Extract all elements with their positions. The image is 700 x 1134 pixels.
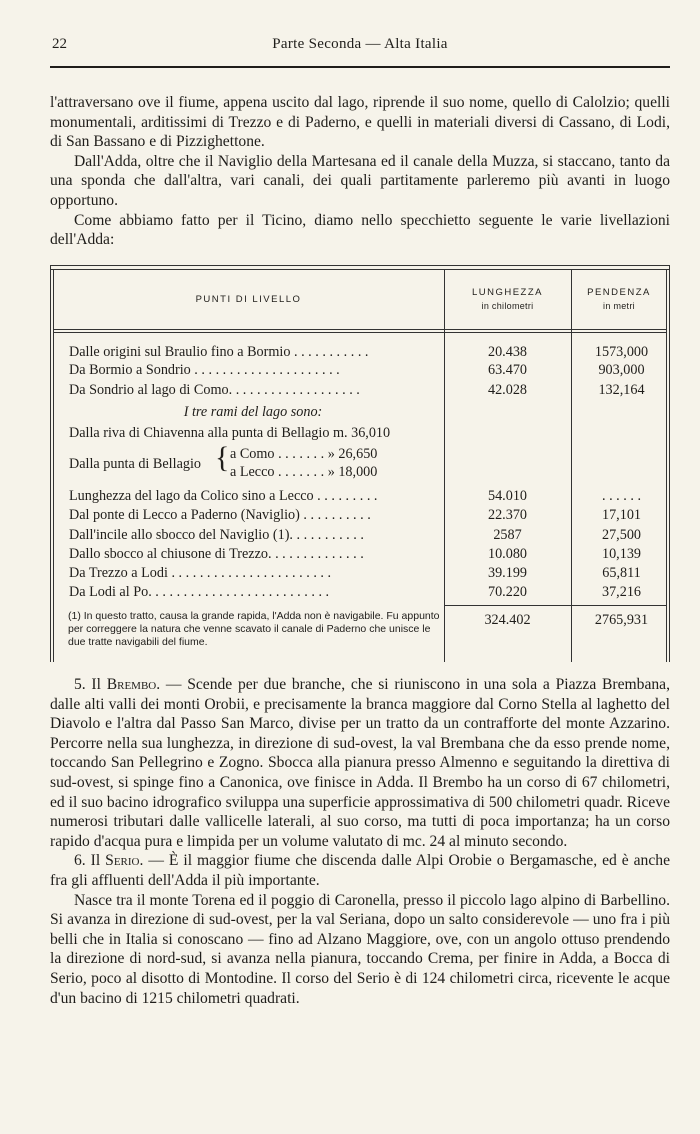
row-label: Lunghezza del lago da Colico sino a Lecco . . . . . . . . . — [69, 488, 378, 504]
row-slope: 1573,000 — [594, 344, 649, 360]
total-row — [50, 612, 670, 632]
chiavenna-row: Dalla riva di Chiavenna alla punta di Bellagio m. 36,010 — [69, 425, 391, 441]
row-length: 70.220 — [487, 584, 527, 600]
bellagio-lecco: a Lecco . . . . . . . » 18,000 — [230, 464, 378, 480]
header-rule — [50, 66, 670, 68]
header-bottom-rule — [53, 329, 667, 330]
row-length: 54.010 — [487, 488, 527, 504]
table-row — [50, 344, 670, 364]
col-header-slope-title: PENDENZA — [587, 287, 651, 298]
serio-name: Serio. — [105, 852, 144, 870]
page-number: 22 — [52, 36, 67, 52]
brembo-paragraph — [50, 675, 670, 851]
header-bottom-rule-2 — [53, 332, 667, 333]
table-row — [50, 584, 670, 604]
serio-number: 6. Il — [74, 852, 106, 870]
table-row — [50, 565, 670, 585]
col-header-length-title: LUNGHEZZA — [471, 287, 544, 298]
table-top-rule-2 — [50, 269, 670, 270]
row-label: Dalle origini sul Braulio fino a Bormio . . . . . . . . . . . — [69, 344, 369, 360]
row-label: Da Trezzo a Lodi . . . . . . . . . . . . . . . . . . . . . . . — [69, 565, 332, 581]
brace-glyph: { — [215, 441, 230, 474]
row-label: Dallo sbocco al chiusone di Trezzo. . . . . . . . . . . . . . — [69, 546, 364, 562]
row-length: 22.370 — [487, 507, 527, 523]
bellagio-como: a Como . . . . . . . » 26,650 — [230, 446, 378, 462]
col-header-length-unit: in chilometri — [481, 301, 534, 311]
row-length: 63.470 — [487, 362, 527, 378]
running-title: Parte Seconda — Alta Italia — [272, 36, 448, 52]
table-top-rule — [50, 265, 670, 266]
row-label: Da Bormio a Sondrio . . . . . . . . . . . . . . . . . . . . . — [69, 362, 340, 378]
row-slope: 17,101 — [601, 507, 641, 523]
table-row — [50, 464, 670, 484]
serio-text: — È il maggior fiume che discenda dalle Alpi Orobie o Bergamasche, ed è anche fra gli affluenti dell'Adda il più importante. — [50, 852, 670, 889]
row-label: Dall'incile allo sbocco del Naviglio (1). . . . . . . . . . . — [69, 527, 364, 543]
row-slope: 65,811 — [602, 565, 641, 581]
brembo-name: Brembo. — [106, 676, 161, 693]
intro-paragraph-1: l'attraversano ove il fiume, appena uscito dal lago, riprende il suo nome, quello di Calolzio; quelli monumentali, arditissimi di Trezzo e di Paderno, e quelli in materiali diversi di Cassano, di Lodi, di San Bassano e di Pizzighettone. — [50, 94, 670, 151]
serio-paragraph-2: Nasce tra il monte Torena ed il poggio di Caronella, presso il piccolo lago alpino di Barbellino. Si avanza in direzione di sud-ovest, per la val Seriana, dopo un salto considerevole — uno fra i più belli che in Italia si conoscano — fino ad Alzano Maggiore, ove, con un angolo ottuso prendendo la direzione di nord-sud, si avanza nella pianura, toccando Crema, per finire in Adda, a Bocca di Serio, poco al disotto di Montodine. Il corso del Serio è di 124 chilometri circa, ricevente le acque d'un bacino di 1215 chilometri quadrati. — [50, 891, 670, 1007]
levels-table — [50, 265, 670, 662]
col-header-points: PUNTI DI LIVELLO — [195, 294, 302, 305]
row-slope: 903,000 — [598, 362, 645, 378]
col-header-length — [444, 287, 571, 311]
total-slope: 2765,931 — [594, 612, 649, 628]
row-label: Dal ponte di Lecco a Paderno (Naviglio) . . . . . . . . . . — [69, 507, 371, 523]
brembo-number: 5. Il — [74, 676, 107, 693]
table-row — [50, 488, 670, 508]
table-row — [50, 527, 670, 547]
table-row — [50, 362, 670, 382]
table-row — [50, 425, 670, 445]
bellagio-label: Dalla punta di Bellagio — [69, 456, 201, 472]
row-slope: 10,139 — [601, 546, 641, 562]
body-text — [50, 675, 670, 1008]
table-row — [50, 546, 670, 566]
row-length: 10.080 — [487, 546, 527, 562]
brembo-text: — Scende per due branche, che si riuniscono in una sola a Piazza Brembana, dalle alti valli dei monti Orobii, e precisamente la branca maggiore dal Corno Stella al laghetto del Diavolo e l'altra dal Passo San Marco, divise per un tratto da un contrafforte del monte Azzarino. Percorre nella sua lunghezza, in direzione di sud-ovest, la val Brembana che da esso prende nome, toccando San Pellegrino e Zogno. Sbocca alla pianura presso Almenno e seguitando la direttiva di sud-ovest, si spinge fino a Canonica, ove finisce in Adda. Il Brembo ha un corso di 67 chilometri, ed il suo bacino idrografico sviluppa una superficie approssimativa di 500 chilometri quadr. Riceve numerosi tributari dalle vallicelle laterali, al suo corso, ma tutti di poca importanza; ha un corso rapido d'acqua pura e limpida per un volume valutato di mc. 24 al minuto secondo. — [50, 676, 670, 850]
table-row — [50, 382, 670, 402]
intro-paragraph-3: Come abbiamo fatto per il Ticino, diamo nello specchietto seguente le varie livellazioni dell'Adda: — [50, 211, 670, 249]
table-row — [50, 404, 670, 424]
col-header-slope-unit: in metri — [603, 301, 635, 311]
col-header-slope — [571, 287, 667, 311]
row-length: 2587 — [493, 527, 522, 543]
table-row — [50, 446, 670, 466]
row-slope: 27,500 — [601, 527, 641, 543]
row-slope: 37,216 — [601, 584, 641, 600]
serio-paragraph — [50, 851, 670, 890]
total-rule — [444, 605, 667, 606]
row-label: Da Lodi al Po. . . . . . . . . . . . . . . . . . . . . . . . . . — [69, 584, 330, 600]
row-length: 20.438 — [487, 344, 527, 360]
page-header — [50, 36, 670, 58]
table-row — [50, 507, 670, 527]
row-length: 39.199 — [487, 565, 527, 581]
row-label: Da Sondrio al lago di Como. . . . . . . . . . . . . . . . . . . — [69, 382, 360, 398]
intro-text — [50, 93, 670, 250]
table-footnote: (1) In questo tratto, causa la grande rapida, l'Adda non è navigabile. Fu appunto per correggere la natura che venne scavato il canale di Paderno che unisce le due tratte navigabili del fiume. — [68, 610, 440, 648]
row-slope: 132,164 — [598, 382, 645, 398]
intro-paragraph-2: Dall'Adda, oltre che il Naviglio della Martesana ed il canale della Muzza, si staccano, tanto da una sponda che dall'altra, vari canali, dei quali partitamente parleremo più avanti in luogo opportuno. — [50, 152, 670, 209]
row-length: 42.028 — [487, 382, 527, 398]
lake-heading: I tre rami del lago sono: — [183, 404, 323, 420]
total-length: 324.402 — [484, 612, 531, 628]
row-slope: . . . . . . — [601, 488, 641, 504]
